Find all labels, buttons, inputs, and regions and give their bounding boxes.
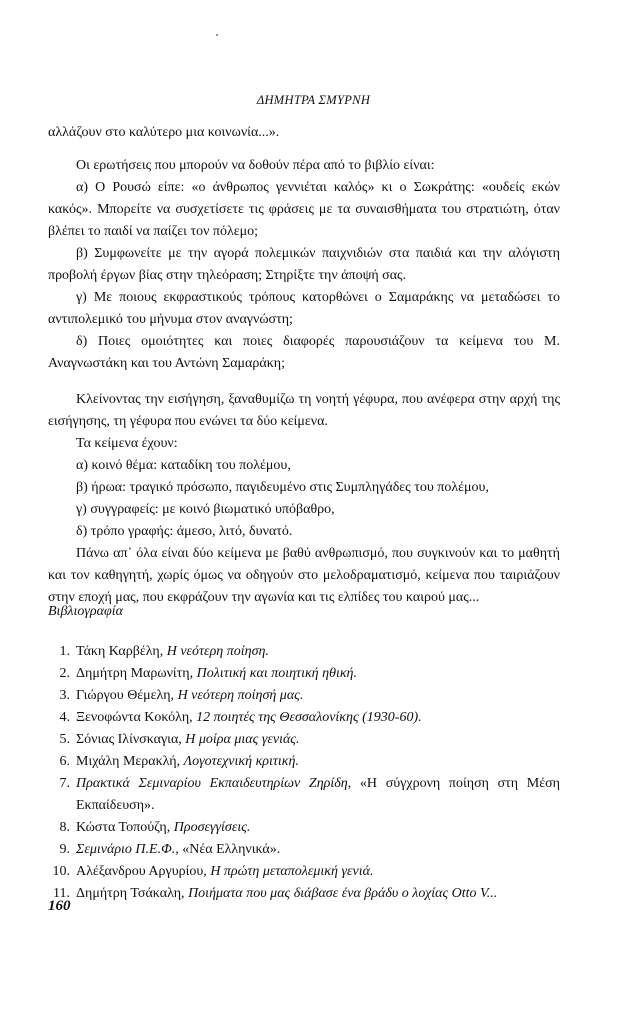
item-author: Κώστα Τοπούζη, — [76, 820, 174, 835]
item-number: 9. — [59, 842, 70, 857]
item-number: 5. — [59, 732, 70, 747]
item-rest: «Η σύγχρονη ποίηση στη Μέση Εκπαίδευση». — [76, 776, 560, 813]
paragraph: Οι ερωτήσεις που μπορούν να δοθούν πέρα από το βιβλίο είναι: — [76, 158, 435, 173]
paragraph: Πάνω απ᾿ όλα είναι δύο κείμενα με βαθύ ανθρωπισμό, που συγκινούν και το μαθητή και τον καθηγητή, χωρίς όμως να οδηγούν στο μελοδραματισμό, κείμενα που ταιριάζουν στην εποχή μας, που εκφράζουν την αγωνία και τις ελπίδες του καιρού μας... — [48, 546, 560, 605]
item-number: 11. — [53, 886, 70, 901]
item-title: Πρακτικά Σεμιναρίου Εκπαιδευτηρίων Ζηρίδη, — [76, 776, 360, 791]
item-number: 10. — [52, 864, 70, 879]
list-item: β) ήρωα: τραγικό πρόσωπο, παγιδευμένο στις Συμπληγάδες του πολέμου, — [76, 480, 489, 495]
bibliography-item — [48, 729, 560, 751]
list-item: α) κοινό θέμα: καταδίκη του πολέμου, — [76, 458, 291, 473]
bibliography-item — [48, 751, 560, 773]
item-number: 4. — [59, 710, 70, 725]
question-a: α) Ο Ρουσώ είπε: «ο άνθρωπος γεννιέται καλός» κι ο Σωκράτης: «ουδείς εκών κακός». Μπορείτε να συσχετίσετε τις φράσεις με τα συναισθήματα του στρατιώτη, όταν βλέπει το παιδί να παίζει τον πόλεμο; — [48, 180, 560, 239]
item-author: Ξενοφώντα Κοκόλη, — [76, 710, 197, 725]
paragraph: Τα κείμενα έχουν: — [76, 436, 178, 451]
bibliography-item — [48, 861, 560, 883]
list-item: δ) τρόπο γραφής: άμεσο, λιτό, δυνατό. — [76, 524, 293, 539]
question-d: δ) Ποιες ομοιότητες και ποιες διαφορές παρουσιάζουν τα κείμενα του Μ. Αναγνωστάκη και του Αντώνη Σαμαράκη; — [48, 334, 560, 371]
item-title: Σεμινάριο Π.Ε.Φ., — [76, 842, 183, 857]
item-author: Γιώργου Θέμελη, — [76, 688, 178, 703]
item-title: Η μοίρα μιας γενιάς. — [185, 732, 300, 747]
item-number: 1. — [59, 644, 70, 659]
item-number: 3. — [59, 688, 70, 703]
bibliography-item — [48, 883, 560, 905]
bibliography-item — [48, 685, 560, 707]
item-number: 6. — [59, 754, 70, 769]
running-head: ΔΗΜΗΤΡΑ ΣΜΥΡΝΗ — [256, 93, 371, 107]
bibliography-item — [48, 817, 560, 839]
item-rest: «Νέα Ελληνικά». — [182, 842, 281, 857]
bibliography-heading: Βιβλιογραφία — [48, 604, 123, 619]
item-number: 2. — [59, 666, 70, 681]
bibliography-item — [48, 839, 560, 861]
item-title: Ποιήματα που μας διάβασε ένα βράδυ ο λοχίας Otto V... — [188, 886, 498, 901]
speck-mark — [216, 34, 218, 36]
list-item: γ) συγγραφείς: με κοινό βιωματικό υπόβαθρο, — [76, 502, 335, 517]
paragraph: Κλείνοντας την εισήγηση, ξαναθυμίζω τη νοητή γέφυρα, που ανέφερα στην αρχή της εισήγησης, τη γέφυρα που ενώνει τα δύο κείμενα. — [48, 392, 560, 429]
item-number: 7. — [59, 776, 70, 791]
bibliography-item — [48, 773, 560, 817]
item-number: 8. — [59, 820, 70, 835]
item-title: Η νεότερη ποίησή μας. — [177, 688, 304, 703]
bibliography-item — [48, 707, 560, 729]
item-title: Η νεότερη ποίηση. — [166, 644, 269, 659]
paragraph: αλλάζουν στο καλύτερο μια κοινωνία...». — [48, 125, 280, 140]
item-title: 12 ποιητές της Θεσσαλονίκης (1930-60). — [196, 710, 422, 725]
item-title: Η πρώτη μεταπολεμική γενιά. — [210, 864, 374, 879]
question-c: γ) Με ποιους εκφραστικούς τρόπους κατορθώνει ο Σαμαράκης να μεταδώσει το αντιπολεμικό του μήνυμα στον αναγνώστη; — [48, 290, 560, 327]
page-number: 160 — [48, 898, 71, 914]
bibliography-item — [48, 663, 560, 685]
body-text — [48, 122, 560, 609]
item-author: Δημήτρη Τσάκαλη, — [76, 886, 189, 901]
item-author: Δημήτρη Μαρωνίτη, — [76, 666, 197, 681]
item-title: Προσεγγίσεις. — [173, 820, 251, 835]
item-author: Αλέξανδρου Αργυρίου, — [76, 864, 211, 879]
bibliography-item — [48, 641, 560, 663]
item-title: Πολιτική και ποιητική ηθική. — [196, 666, 358, 681]
item-title: Λογοτεχνική κριτική. — [183, 754, 299, 769]
bibliography-list — [48, 641, 560, 905]
question-b: β) Συμφωνείτε με την αγορά πολεμικών παιχνιδιών στα παιδιά και την αλόγιστη προβολή έργων βίας στην τηλεόραση; Στηρίξτε την άποψή σας. — [48, 246, 560, 283]
item-author: Σόνιας Ιλίνσκαγια, — [76, 732, 186, 747]
item-author: Μιχάλη Μερακλή, — [76, 754, 184, 769]
item-author: Τάκη Καρβέλη, — [76, 644, 167, 659]
